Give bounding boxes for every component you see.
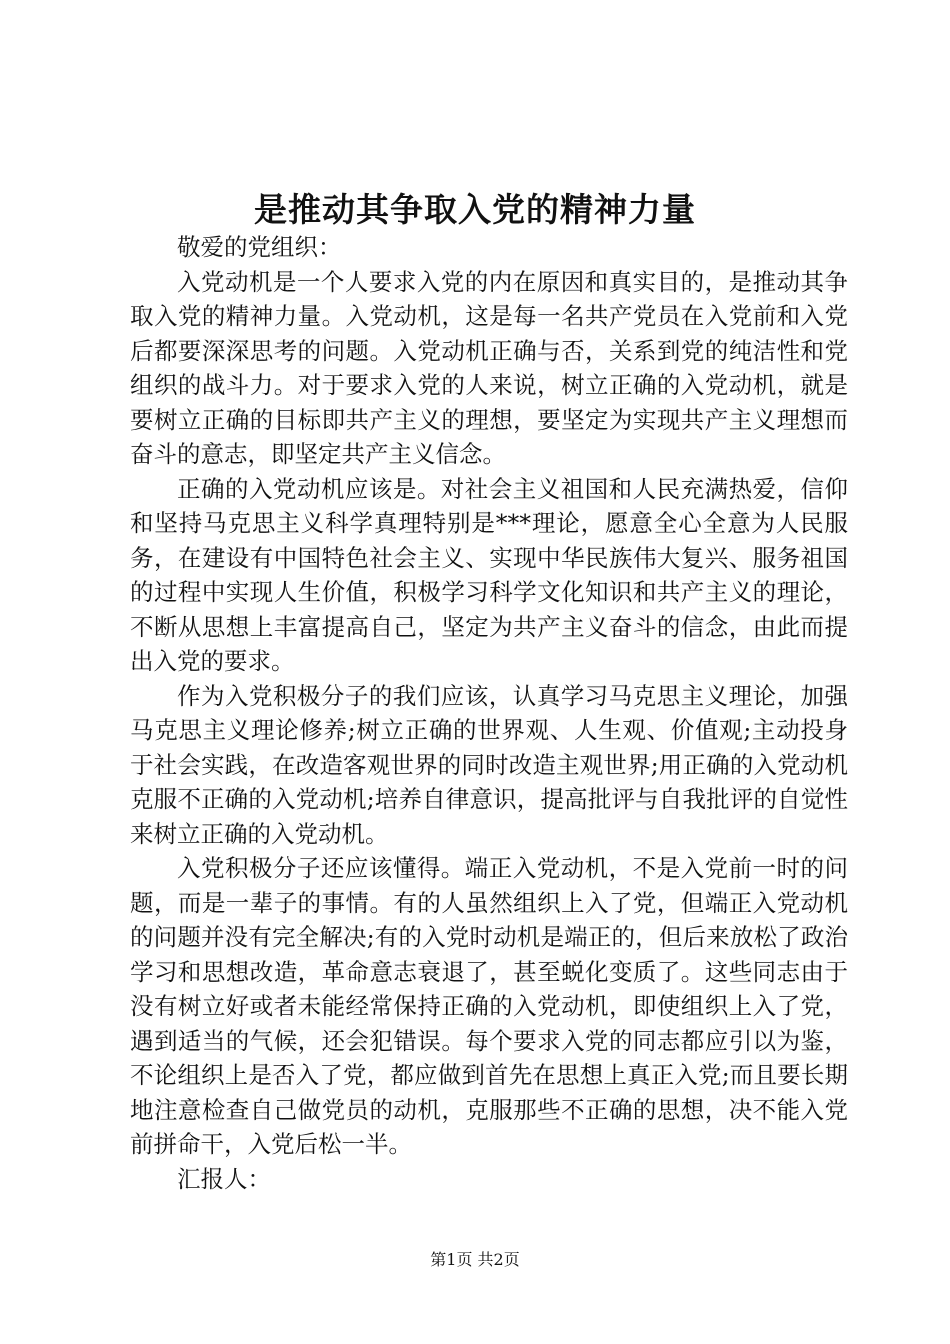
page-number-footer: 第1页 共2页 [430,1250,520,1269]
document-title: 是推动其争取入党的精神力量 [254,190,696,229]
greeting: 敬爱的党组织： [177,233,342,261]
paragraph-2: 正确的入党动机应该是。对社会主义祖国和人民充满热爱，信仰和坚持马克思主义科学真理特别是***理论，愿意全心全意为人民服务，在建设有中国特色社会主义、实现中华民族伟大复兴、服务祖国的过程中实现人生价值，积极学习科学文化知识和共产主义的理论，不断从思想上丰富提高自己，坚定为共产主义奋斗的信念，由此而提出入党的要求。 [130,474,848,675]
document-body [130,230,848,1196]
paragraph-1: 入党动机是一个人要求入党的内在原因和真实目的，是推动其争取入党的精神力量。入党动机，这是每一名共产党员在入党前和入党后都要深深思考的问题。入党动机正确与否，关系到党的纯洁性和党组织的战斗力。对于要求入党的人来说，树立正确的入党动机，就是要树立正确的目标即共产主义的理想，要坚定为实现共产主义理想而奋斗的意志，即坚定共产主义信念。 [130,267,848,468]
signature-line: 汇报人： [177,1164,271,1193]
paragraph-4: 入党积极分子还应该懂得。端正入党动机，不是入党前一时的问题，而是一辈子的事情。有的人虽然组织上入了党，但端正入党动机的问题并没有完全解决;有的入党时动机是端正的，但后来放松了政治学习和思想改造，革命意志衰退了，甚至蜕化变质了。这些同志由于没有树立好或者未能经常保持正确的入党动机，即使组织上入了党，遇到适当的气候，还会犯错误。每个要求入党的同志都应引以为鉴，不论组织上是否入了党，都应做到首先在思想上真正入党;而且要长期地注意检查自己做党员的动机，克服那些不正确的思想，决不能入党前拼命干，入党后松一半。 [130,854,848,1158]
paragraph-3: 作为入党积极分子的我们应该，认真学习马克思主义理论，加强马克思主义理论修养;树立正确的世界观、人生观、价值观;主动投身于社会实践，在改造客观世界的同时改造主观世界;用正确的入党动机克服不正确的入党动机;培养自律意识，提高批评与自我批评的自觉性来树立正确的入党动机。 [130,681,848,848]
